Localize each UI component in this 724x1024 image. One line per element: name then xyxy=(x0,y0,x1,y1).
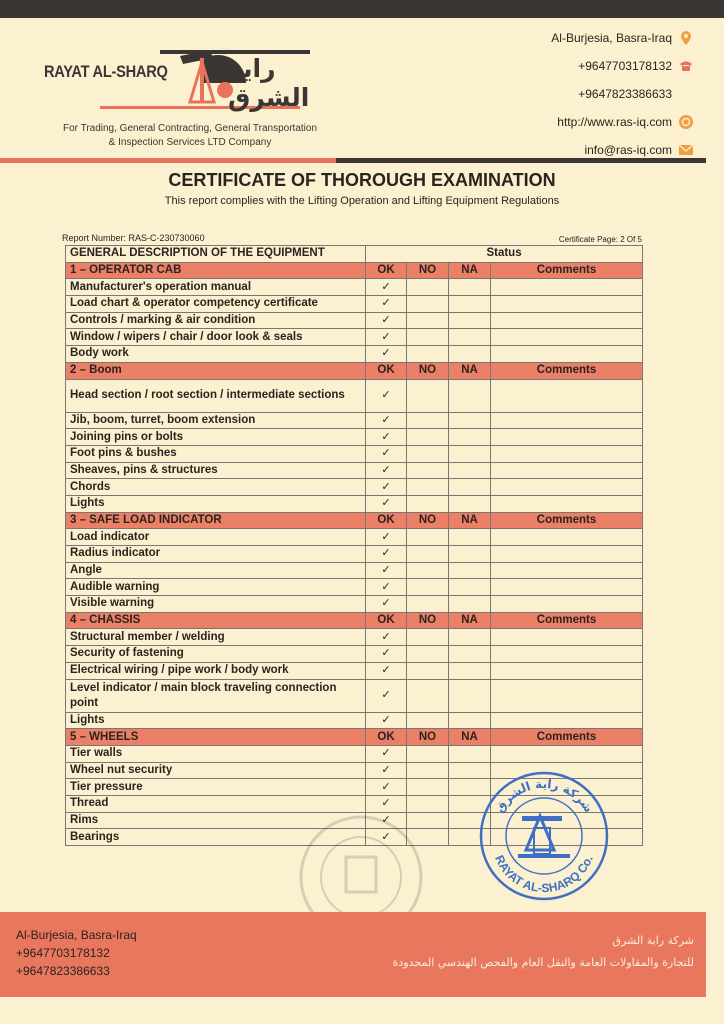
ok-check: ✓ xyxy=(366,495,407,512)
column-no: NO xyxy=(407,362,449,379)
column-no: NO xyxy=(407,729,449,746)
table-row xyxy=(66,596,643,613)
ok-check: ✓ xyxy=(366,829,407,846)
item-description: Level indicator / main block traveling connection point xyxy=(66,679,366,712)
table-row xyxy=(66,445,643,462)
no-cell xyxy=(407,462,449,479)
contact-phone-1 xyxy=(474,52,694,80)
column-na: NA xyxy=(449,262,491,279)
examination-table xyxy=(65,245,643,846)
comments-cell xyxy=(491,679,643,712)
comments-cell xyxy=(491,562,643,579)
header-description: GENERAL DESCRIPTION OF THE EQUIPMENT xyxy=(66,246,366,263)
ok-check: ✓ xyxy=(366,445,407,462)
web-icon xyxy=(678,114,694,130)
table-row xyxy=(66,546,643,563)
column-ok: OK xyxy=(366,512,407,529)
comments-cell xyxy=(491,279,643,296)
column-na: NA xyxy=(449,512,491,529)
comments-cell xyxy=(491,379,643,412)
na-cell xyxy=(449,312,491,329)
comments-cell xyxy=(491,596,643,613)
column-no: NO xyxy=(407,612,449,629)
report-number: Report Number: RAS-C-230730060 xyxy=(62,233,205,243)
item-description: Joining pins or bolts xyxy=(66,429,366,446)
comments-cell xyxy=(491,646,643,663)
no-cell xyxy=(407,495,449,512)
comments-cell xyxy=(491,346,643,363)
document-subtitle: This report complies with the Lifting Operation and Lifting Equipment Regulations xyxy=(164,195,560,207)
company-stamp xyxy=(478,770,610,902)
item-description: Load chart & operator competency certificate xyxy=(66,296,366,313)
table-row xyxy=(66,529,643,546)
column-comments: Comments xyxy=(491,729,643,746)
table-row xyxy=(66,662,643,679)
no-cell xyxy=(407,379,449,412)
item-description: Thread xyxy=(66,795,366,812)
table-row xyxy=(66,412,643,429)
svg-text:شركة راية الشرق xyxy=(492,777,595,815)
column-no: NO xyxy=(407,512,449,529)
item-description: Lights xyxy=(66,495,366,512)
footer-contacts xyxy=(16,926,137,980)
table-row xyxy=(66,379,643,412)
item-description: Radius indicator xyxy=(66,546,366,563)
mail-icon xyxy=(678,142,694,158)
na-cell xyxy=(449,712,491,729)
stamp-seal-icon xyxy=(478,770,610,902)
column-no: NO xyxy=(407,262,449,279)
comments-cell xyxy=(491,479,643,496)
ok-check: ✓ xyxy=(366,296,407,313)
na-cell xyxy=(449,745,491,762)
na-cell xyxy=(449,329,491,346)
table-row xyxy=(66,296,643,313)
na-cell xyxy=(449,562,491,579)
section-title: 2 – Boom xyxy=(66,362,366,379)
item-description: Controls / marking & air condition xyxy=(66,312,366,329)
footer-arabic-name: شركة راية الشرق xyxy=(612,934,694,947)
ok-check: ✓ xyxy=(366,812,407,829)
item-description: Structural member / welding xyxy=(66,629,366,646)
item-description: Chords xyxy=(66,479,366,496)
ok-check: ✓ xyxy=(366,662,407,679)
contact-address xyxy=(474,24,694,52)
comments-cell xyxy=(491,546,643,563)
comments-cell xyxy=(491,579,643,596)
no-cell xyxy=(407,479,449,496)
footer-arabic xyxy=(393,930,694,974)
na-cell xyxy=(449,412,491,429)
no-cell xyxy=(407,412,449,429)
item-description: Jib, boom, turret, boom extension xyxy=(66,412,366,429)
footer-phone-2: +9647823386633 xyxy=(16,964,110,978)
ok-check: ✓ xyxy=(366,546,407,563)
na-cell xyxy=(449,662,491,679)
contact-email-text: info@ras-iq.com xyxy=(584,143,672,157)
table-row xyxy=(66,562,643,579)
section-header-row xyxy=(66,729,643,746)
ok-check: ✓ xyxy=(366,779,407,796)
section-title: 5 – WHEELS xyxy=(66,729,366,746)
column-na: NA xyxy=(449,612,491,629)
item-description: Sheaves, pins & structures xyxy=(66,462,366,479)
footer-arabic-desc: للتجارة والمقاولات العامة والنقل العام والفحص الهندسي المحدودة xyxy=(392,956,694,969)
certificate-page: Certificate Page: 2 Of 5 xyxy=(558,235,642,244)
company-logo xyxy=(40,28,360,118)
item-description: Lights xyxy=(66,712,366,729)
comments-cell xyxy=(491,745,643,762)
footer-address: Al-Burjesia, Basra-Iraq xyxy=(16,928,137,942)
company-name-en: RAYAT AL-SHARQ xyxy=(44,62,168,81)
na-cell xyxy=(449,346,491,363)
na-cell xyxy=(449,479,491,496)
ok-check: ✓ xyxy=(366,596,407,613)
item-description: Tier pressure xyxy=(66,779,366,796)
ok-check: ✓ xyxy=(366,795,407,812)
table-row xyxy=(66,679,643,712)
table-row xyxy=(66,346,643,363)
item-description: Body work xyxy=(66,346,366,363)
no-cell xyxy=(407,795,449,812)
item-description: Bearings xyxy=(66,829,366,846)
item-description: Electrical wiring / pipe work / body work xyxy=(66,662,366,679)
stamp-text-ar: شركة راية الشرق xyxy=(492,776,596,816)
header-status: Status xyxy=(366,246,643,263)
item-description: Angle xyxy=(66,562,366,579)
section-title: 4 – CHASSIS xyxy=(66,612,366,629)
table-row xyxy=(66,629,643,646)
ok-check: ✓ xyxy=(366,529,407,546)
ok-check: ✓ xyxy=(366,312,407,329)
item-description: Audible warning xyxy=(66,579,366,596)
ok-check: ✓ xyxy=(366,279,407,296)
column-na: NA xyxy=(449,362,491,379)
ok-check: ✓ xyxy=(366,462,407,479)
column-na: NA xyxy=(449,729,491,746)
section-header-row xyxy=(66,612,643,629)
na-cell xyxy=(449,296,491,313)
no-cell xyxy=(407,679,449,712)
no-cell xyxy=(407,779,449,796)
contact-info xyxy=(474,24,694,164)
na-cell xyxy=(449,445,491,462)
ok-check: ✓ xyxy=(366,745,407,762)
ok-check: ✓ xyxy=(366,679,407,712)
table-row xyxy=(66,312,643,329)
ok-check: ✓ xyxy=(366,479,407,496)
item-description: Security of fastening xyxy=(66,646,366,663)
no-cell xyxy=(407,629,449,646)
item-description: Head section / root section / intermediate sections xyxy=(66,379,366,412)
item-description: Visible warning xyxy=(66,596,366,613)
na-cell xyxy=(449,462,491,479)
ok-check: ✓ xyxy=(366,329,407,346)
no-cell xyxy=(407,279,449,296)
item-description: Foot pins & bushes xyxy=(66,445,366,462)
comments-cell xyxy=(491,495,643,512)
no-cell xyxy=(407,546,449,563)
no-cell xyxy=(407,529,449,546)
ok-check: ✓ xyxy=(366,429,407,446)
ok-check: ✓ xyxy=(366,379,407,412)
tagline-line-2: & Inspection Services LTD Company xyxy=(108,137,272,148)
column-ok: OK xyxy=(366,262,407,279)
footer-phone-1: +9647703178132 xyxy=(16,946,110,960)
contact-phone-1-text: +9647703178132 xyxy=(578,59,672,73)
contact-phone-2-text: +9647823386633 xyxy=(578,87,672,101)
contact-web xyxy=(474,108,694,136)
na-cell xyxy=(449,379,491,412)
section-title: 3 – SAFE LOAD INDICATOR xyxy=(66,512,366,529)
na-cell xyxy=(449,629,491,646)
ok-check: ✓ xyxy=(366,562,407,579)
na-cell xyxy=(449,646,491,663)
no-cell xyxy=(407,346,449,363)
na-cell xyxy=(449,429,491,446)
no-cell xyxy=(407,562,449,579)
table-row xyxy=(66,429,643,446)
ok-check: ✓ xyxy=(366,629,407,646)
comments-cell xyxy=(491,329,643,346)
no-cell xyxy=(407,646,449,663)
no-cell xyxy=(407,329,449,346)
table-row xyxy=(66,329,643,346)
table-row xyxy=(66,279,643,296)
no-cell xyxy=(407,712,449,729)
comments-cell xyxy=(491,312,643,329)
column-comments: Comments xyxy=(491,512,643,529)
ok-check: ✓ xyxy=(366,412,407,429)
comments-cell xyxy=(491,296,643,313)
no-cell xyxy=(407,762,449,779)
comments-cell xyxy=(491,412,643,429)
table-row xyxy=(66,579,643,596)
comments-cell xyxy=(491,662,643,679)
comments-cell xyxy=(491,462,643,479)
ok-check: ✓ xyxy=(366,762,407,779)
phone-icon xyxy=(678,58,694,74)
na-cell xyxy=(449,596,491,613)
table-row xyxy=(66,495,643,512)
section-header-row xyxy=(66,362,643,379)
column-ok: OK xyxy=(366,729,407,746)
no-cell xyxy=(407,662,449,679)
comments-cell xyxy=(491,629,643,646)
contact-web-text: http://www.ras-iq.com xyxy=(557,115,672,129)
company-name-ar: راية الشرق xyxy=(228,54,310,112)
header-rule-dark xyxy=(336,158,706,163)
table-header-row xyxy=(66,246,643,263)
document-title: CERTIFICATE OF THOROUGH EXAMINATION xyxy=(168,170,556,190)
item-description: Manufacturer's operation manual xyxy=(66,279,366,296)
no-cell xyxy=(407,312,449,329)
item-description: Tier walls xyxy=(66,745,366,762)
na-cell xyxy=(449,579,491,596)
column-comments: Comments xyxy=(491,262,643,279)
table-row xyxy=(66,646,643,663)
header-rule-accent xyxy=(0,158,336,163)
item-description: Load indicator xyxy=(66,529,366,546)
column-ok: OK xyxy=(366,362,407,379)
na-cell xyxy=(449,679,491,712)
ok-check: ✓ xyxy=(366,346,407,363)
no-cell xyxy=(407,296,449,313)
table-row xyxy=(66,479,643,496)
no-cell xyxy=(407,429,449,446)
comments-cell xyxy=(491,429,643,446)
section-title: 1 – OPERATOR CAB xyxy=(66,262,366,279)
na-cell xyxy=(449,279,491,296)
comments-cell xyxy=(491,529,643,546)
no-cell xyxy=(407,745,449,762)
column-comments: Comments xyxy=(491,612,643,629)
top-bar xyxy=(0,0,724,18)
no-cell xyxy=(407,596,449,613)
ok-check: ✓ xyxy=(366,712,407,729)
item-description: Rims xyxy=(66,812,366,829)
table-row xyxy=(66,462,643,479)
footer-bar xyxy=(0,912,706,997)
report-meta xyxy=(62,233,642,245)
stamp-text-en: RAYAT AL-SHARQ Co. xyxy=(492,853,596,896)
ok-check: ✓ xyxy=(366,579,407,596)
no-cell xyxy=(407,445,449,462)
comments-cell xyxy=(491,712,643,729)
section-header-row xyxy=(66,512,643,529)
na-cell xyxy=(449,546,491,563)
location-pin-icon xyxy=(678,30,694,46)
table-row xyxy=(66,745,643,762)
table-row xyxy=(66,712,643,729)
section-header-row xyxy=(66,262,643,279)
contact-address-text: Al-Burjesia, Basra-Iraq xyxy=(551,31,672,45)
tagline-line-1: For Trading, General Contracting, General Transportation xyxy=(62,123,318,134)
column-ok: OK xyxy=(366,612,407,629)
contact-phone-2 xyxy=(474,80,694,108)
comments-cell xyxy=(491,445,643,462)
item-description: Window / wipers / chair / door look & seals xyxy=(66,329,366,346)
item-description: Wheel nut security xyxy=(66,762,366,779)
company-tagline xyxy=(30,122,350,150)
column-comments: Comments xyxy=(491,362,643,379)
na-cell xyxy=(449,529,491,546)
ok-check: ✓ xyxy=(366,646,407,663)
na-cell xyxy=(449,495,491,512)
no-cell xyxy=(407,579,449,596)
